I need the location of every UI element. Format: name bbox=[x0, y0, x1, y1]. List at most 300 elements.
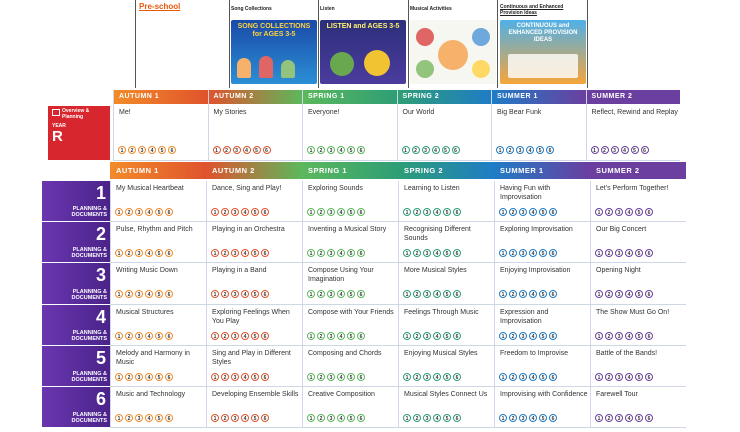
lesson-1-button[interactable]: 1 bbox=[115, 373, 123, 381]
lesson-5-button[interactable]: 5 bbox=[155, 290, 163, 298]
lesson-6-button[interactable]: 6 bbox=[357, 208, 365, 216]
lesson-3-button[interactable]: 3 bbox=[138, 146, 146, 154]
lesson-6-button[interactable]: 6 bbox=[165, 414, 173, 422]
unit-title[interactable]: Big Bear Funk bbox=[497, 109, 542, 116]
lesson-5-button[interactable]: 5 bbox=[251, 414, 259, 422]
musical-activities-cover[interactable] bbox=[410, 20, 496, 84]
lesson-4-button[interactable]: 4 bbox=[625, 373, 633, 381]
lesson-3-button[interactable]: 3 bbox=[327, 208, 335, 216]
lesson-3-button[interactable]: 3 bbox=[327, 373, 335, 381]
lesson-4-button[interactable]: 4 bbox=[241, 208, 249, 216]
lesson-3-button[interactable]: 3 bbox=[519, 208, 527, 216]
lesson-3-button[interactable]: 3 bbox=[519, 249, 527, 257]
lesson-4-button[interactable]: 4 bbox=[529, 332, 537, 340]
unit-title[interactable]: Everyone! bbox=[308, 109, 340, 116]
unit-title[interactable]: Developing Ensemble Skills bbox=[212, 391, 299, 398]
lesson-2-button[interactable]: 2 bbox=[125, 373, 133, 381]
lesson-5-button[interactable]: 5 bbox=[635, 290, 643, 298]
lesson-2-button[interactable]: 2 bbox=[605, 249, 613, 257]
year-4-badge[interactable] bbox=[42, 305, 110, 345]
lesson-3-button[interactable]: 3 bbox=[135, 332, 143, 340]
lesson-1-button[interactable]: 1 bbox=[595, 414, 603, 422]
unit-title[interactable]: Sing and Play in Different Styles bbox=[212, 349, 291, 366]
lesson-1-button[interactable]: 1 bbox=[115, 332, 123, 340]
lesson-5-button[interactable]: 5 bbox=[539, 290, 547, 298]
lesson-2-button[interactable]: 2 bbox=[125, 332, 133, 340]
lesson-3-button[interactable]: 3 bbox=[423, 332, 431, 340]
lesson-2-button[interactable]: 2 bbox=[221, 290, 229, 298]
lesson-2-button[interactable]: 2 bbox=[506, 146, 514, 154]
lesson-4-button[interactable]: 4 bbox=[145, 414, 153, 422]
lesson-3-button[interactable]: 3 bbox=[423, 373, 431, 381]
lesson-3-button[interactable]: 3 bbox=[231, 290, 239, 298]
lesson-6-button[interactable]: 6 bbox=[641, 146, 649, 154]
lesson-5-button[interactable]: 5 bbox=[251, 208, 259, 216]
lesson-1-button[interactable]: 1 bbox=[403, 414, 411, 422]
lesson-2-button[interactable]: 2 bbox=[125, 290, 133, 298]
lesson-5-button[interactable]: 5 bbox=[635, 332, 643, 340]
lesson-6-button[interactable]: 6 bbox=[453, 208, 461, 216]
lesson-5-button[interactable]: 5 bbox=[443, 249, 451, 257]
lesson-1-button[interactable]: 1 bbox=[115, 208, 123, 216]
lesson-3-button[interactable]: 3 bbox=[231, 373, 239, 381]
lesson-3-button[interactable]: 3 bbox=[423, 414, 431, 422]
lesson-1-button[interactable]: 1 bbox=[307, 373, 315, 381]
lesson-3-button[interactable]: 3 bbox=[615, 332, 623, 340]
overview-label[interactable]: Overview & Planning bbox=[62, 108, 90, 120]
lesson-5-button[interactable]: 5 bbox=[155, 332, 163, 340]
lesson-6-button[interactable]: 6 bbox=[357, 373, 365, 381]
preschool-link[interactable]: Pre-school bbox=[139, 2, 181, 11]
lesson-2-button[interactable]: 2 bbox=[509, 208, 517, 216]
lesson-1-button[interactable]: 1 bbox=[403, 332, 411, 340]
unit-title[interactable]: Opening Night bbox=[596, 267, 641, 275]
lesson-2-button[interactable]: 2 bbox=[605, 332, 613, 340]
lesson-6-button[interactable]: 6 bbox=[452, 146, 460, 154]
lesson-1-button[interactable]: 1 bbox=[499, 290, 507, 298]
lesson-3-button[interactable]: 3 bbox=[231, 414, 239, 422]
lesson-2-button[interactable]: 2 bbox=[317, 249, 325, 257]
lesson-3-button[interactable]: 3 bbox=[233, 146, 241, 154]
lesson-1-button[interactable]: 1 bbox=[211, 208, 219, 216]
lesson-6-button[interactable]: 6 bbox=[645, 208, 653, 216]
lesson-6-button[interactable]: 6 bbox=[453, 332, 461, 340]
unit-title[interactable]: Recognising Different Sounds bbox=[404, 226, 471, 243]
listen-cover[interactable] bbox=[320, 20, 406, 84]
lesson-3-button[interactable]: 3 bbox=[422, 146, 430, 154]
lesson-4-button[interactable]: 4 bbox=[337, 290, 345, 298]
lesson-4-button[interactable]: 4 bbox=[337, 373, 345, 381]
unit-title[interactable]: Compose Using Your Imagination bbox=[308, 267, 374, 284]
lesson-1-button[interactable]: 1 bbox=[595, 373, 603, 381]
resource-musical-activities[interactable] bbox=[410, 0, 496, 86]
resource-listen[interactable] bbox=[320, 0, 406, 86]
lesson-2-button[interactable]: 2 bbox=[125, 249, 133, 257]
lesson-2-button[interactable]: 2 bbox=[221, 373, 229, 381]
lesson-6-button[interactable]: 6 bbox=[453, 290, 461, 298]
lesson-1-button[interactable]: 1 bbox=[307, 146, 315, 154]
lesson-5-button[interactable]: 5 bbox=[539, 249, 547, 257]
lesson-4-button[interactable]: 4 bbox=[529, 208, 537, 216]
lesson-4-button[interactable]: 4 bbox=[433, 332, 441, 340]
unit-title[interactable]: Exploring Feelings When You Play bbox=[212, 308, 290, 325]
lesson-4-button[interactable]: 4 bbox=[529, 414, 537, 422]
unit-title[interactable]: Improvising with Confidence bbox=[500, 391, 588, 398]
lesson-3-button[interactable]: 3 bbox=[327, 332, 335, 340]
unit-title[interactable]: More Musical Styles bbox=[404, 267, 467, 275]
lesson-5-button[interactable]: 5 bbox=[155, 208, 163, 216]
year-5-badge[interactable] bbox=[42, 346, 110, 386]
lesson-6-button[interactable]: 6 bbox=[645, 249, 653, 257]
lesson-3-button[interactable]: 3 bbox=[231, 208, 239, 216]
song-collections-cover[interactable] bbox=[231, 20, 317, 84]
lesson-3-button[interactable]: 3 bbox=[423, 249, 431, 257]
unit-title[interactable]: The Show Must Go On! bbox=[596, 308, 670, 316]
lesson-2-button[interactable]: 2 bbox=[317, 290, 325, 298]
lesson-4-button[interactable]: 4 bbox=[145, 208, 153, 216]
planning-documents-link[interactable]: PLANNING & DOCUMENTS bbox=[71, 329, 107, 342]
lesson-5-button[interactable]: 5 bbox=[442, 146, 450, 154]
lesson-2-button[interactable]: 2 bbox=[601, 146, 609, 154]
lesson-5-button[interactable]: 5 bbox=[253, 146, 261, 154]
lesson-1-button[interactable]: 1 bbox=[591, 146, 599, 154]
year-3-badge[interactable] bbox=[42, 263, 110, 303]
lesson-6-button[interactable]: 6 bbox=[453, 249, 461, 257]
lesson-3-button[interactable]: 3 bbox=[135, 249, 143, 257]
unit-title[interactable]: Composing and Chords bbox=[308, 349, 382, 357]
lesson-4-button[interactable]: 4 bbox=[145, 249, 153, 257]
lesson-2-button[interactable]: 2 bbox=[412, 146, 420, 154]
lesson-4-button[interactable]: 4 bbox=[625, 249, 633, 257]
lesson-4-button[interactable]: 4 bbox=[241, 373, 249, 381]
lesson-3-button[interactable]: 3 bbox=[615, 373, 623, 381]
lesson-2-button[interactable]: 2 bbox=[221, 332, 229, 340]
lesson-4-button[interactable]: 4 bbox=[625, 414, 633, 422]
lesson-1-button[interactable]: 1 bbox=[595, 290, 603, 298]
lesson-4-button[interactable]: 4 bbox=[529, 290, 537, 298]
unit-title[interactable]: Musical Structures bbox=[116, 308, 174, 316]
lesson-5-button[interactable]: 5 bbox=[635, 249, 643, 257]
lesson-5-button[interactable]: 5 bbox=[443, 414, 451, 422]
lesson-1-button[interactable]: 1 bbox=[595, 332, 603, 340]
resource-song-collections[interactable] bbox=[231, 0, 317, 86]
unit-title[interactable]: Reflect, Rewind and Replay bbox=[591, 109, 678, 116]
lesson-5-button[interactable]: 5 bbox=[155, 373, 163, 381]
lesson-6-button[interactable]: 6 bbox=[165, 249, 173, 257]
unit-title[interactable]: Dance, Sing and Play! bbox=[212, 185, 282, 192]
lesson-5-button[interactable]: 5 bbox=[635, 414, 643, 422]
lesson-3-button[interactable]: 3 bbox=[423, 290, 431, 298]
unit-title[interactable]: Farewell Tour bbox=[596, 391, 638, 398]
lesson-6-button[interactable]: 6 bbox=[645, 414, 653, 422]
lesson-5-button[interactable]: 5 bbox=[347, 373, 355, 381]
lesson-4-button[interactable]: 4 bbox=[433, 290, 441, 298]
lesson-1-button[interactable]: 1 bbox=[499, 249, 507, 257]
lesson-3-button[interactable]: 3 bbox=[519, 290, 527, 298]
lesson-1-button[interactable]: 1 bbox=[499, 208, 507, 216]
unit-title[interactable]: Inventing a Musical Story bbox=[308, 226, 387, 234]
lesson-6-button[interactable]: 6 bbox=[357, 249, 365, 257]
lesson-4-button[interactable]: 4 bbox=[529, 249, 537, 257]
lesson-6-button[interactable]: 6 bbox=[261, 208, 269, 216]
unit-title[interactable]: Enjoying Musical Styles bbox=[404, 349, 478, 357]
unit-title[interactable]: Our World bbox=[402, 109, 435, 116]
lesson-5-button[interactable]: 5 bbox=[443, 332, 451, 340]
unit-title[interactable]: Pulse, Rhythm and Pitch bbox=[116, 226, 193, 234]
unit-title[interactable]: Having Fun with Improvisation bbox=[500, 185, 551, 201]
lesson-6-button[interactable]: 6 bbox=[261, 249, 269, 257]
lesson-1-button[interactable]: 1 bbox=[115, 249, 123, 257]
provision-ideas-cover[interactable] bbox=[500, 20, 586, 84]
unit-title[interactable]: Me! bbox=[119, 109, 131, 116]
lesson-6-button[interactable]: 6 bbox=[645, 373, 653, 381]
lesson-3-button[interactable]: 3 bbox=[519, 373, 527, 381]
lesson-3-button[interactable]: 3 bbox=[135, 373, 143, 381]
lesson-5-button[interactable]: 5 bbox=[155, 249, 163, 257]
lesson-4-button[interactable]: 4 bbox=[433, 208, 441, 216]
lesson-3-button[interactable]: 3 bbox=[519, 414, 527, 422]
lesson-3-button[interactable]: 3 bbox=[516, 146, 524, 154]
unit-title[interactable]: Music and Technology bbox=[116, 391, 186, 398]
unit-title[interactable]: Creative Composition bbox=[308, 391, 375, 398]
lesson-2-button[interactable]: 2 bbox=[221, 249, 229, 257]
lesson-2-button[interactable]: 2 bbox=[509, 249, 517, 257]
lesson-1-button[interactable]: 1 bbox=[496, 146, 504, 154]
lesson-4-button[interactable]: 4 bbox=[526, 146, 534, 154]
unit-title[interactable]: My Musical Heartbeat bbox=[116, 185, 184, 192]
lesson-6-button[interactable]: 6 bbox=[453, 373, 461, 381]
lesson-4-button[interactable]: 4 bbox=[433, 414, 441, 422]
lesson-5-button[interactable]: 5 bbox=[347, 208, 355, 216]
lesson-4-button[interactable]: 4 bbox=[337, 332, 345, 340]
lesson-2-button[interactable]: 2 bbox=[413, 332, 421, 340]
lesson-1-button[interactable]: 1 bbox=[403, 208, 411, 216]
lesson-1-button[interactable]: 1 bbox=[307, 208, 315, 216]
lesson-5-button[interactable]: 5 bbox=[347, 290, 355, 298]
lesson-6-button[interactable]: 6 bbox=[645, 290, 653, 298]
lesson-6-button[interactable]: 6 bbox=[549, 414, 557, 422]
lesson-5-button[interactable]: 5 bbox=[536, 146, 544, 154]
lesson-5-button[interactable]: 5 bbox=[443, 373, 451, 381]
lesson-2-button[interactable]: 2 bbox=[317, 146, 325, 154]
lesson-3-button[interactable]: 3 bbox=[615, 208, 623, 216]
lesson-6-button[interactable]: 6 bbox=[357, 332, 365, 340]
lesson-5-button[interactable]: 5 bbox=[251, 290, 259, 298]
lesson-4-button[interactable]: 4 bbox=[433, 373, 441, 381]
lesson-3-button[interactable]: 3 bbox=[615, 290, 623, 298]
lesson-6-button[interactable]: 6 bbox=[165, 373, 173, 381]
lesson-6-button[interactable]: 6 bbox=[357, 290, 365, 298]
lesson-2-button[interactable]: 2 bbox=[317, 414, 325, 422]
lesson-3-button[interactable]: 3 bbox=[327, 146, 335, 154]
lesson-1-button[interactable]: 1 bbox=[403, 290, 411, 298]
lesson-2-button[interactable]: 2 bbox=[605, 414, 613, 422]
unit-title[interactable]: Enjoying Improvisation bbox=[500, 267, 571, 275]
unit-title[interactable]: Playing in a Band bbox=[212, 267, 267, 275]
lesson-1-button[interactable]: 1 bbox=[403, 373, 411, 381]
planning-documents-link[interactable]: PLANNING & DOCUMENTS bbox=[71, 412, 107, 425]
lesson-1-button[interactable]: 1 bbox=[499, 414, 507, 422]
lesson-1-button[interactable]: 1 bbox=[211, 290, 219, 298]
lesson-6-button[interactable]: 6 bbox=[261, 332, 269, 340]
lesson-1-button[interactable]: 1 bbox=[211, 373, 219, 381]
lesson-6-button[interactable]: 6 bbox=[261, 290, 269, 298]
lesson-6-button[interactable]: 6 bbox=[165, 290, 173, 298]
unit-title[interactable]: Battle of the Bands! bbox=[596, 349, 658, 357]
planning-documents-link[interactable]: PLANNING & DOCUMENTS bbox=[71, 247, 107, 260]
lesson-1-button[interactable]: 1 bbox=[595, 249, 603, 257]
lesson-4-button[interactable]: 4 bbox=[432, 146, 440, 154]
lesson-1-button[interactable]: 1 bbox=[307, 290, 315, 298]
planning-documents-link[interactable]: PLANNING & DOCUMENTS bbox=[71, 206, 107, 219]
lesson-5-button[interactable]: 5 bbox=[347, 414, 355, 422]
lesson-5-button[interactable]: 5 bbox=[539, 208, 547, 216]
lesson-6-button[interactable]: 6 bbox=[168, 146, 176, 154]
lesson-3-button[interactable]: 3 bbox=[615, 414, 623, 422]
lesson-3-button[interactable]: 3 bbox=[135, 290, 143, 298]
lesson-6-button[interactable]: 6 bbox=[546, 146, 554, 154]
planning-documents-link[interactable]: PLANNING & DOCUMENTS bbox=[71, 288, 107, 301]
lesson-3-button[interactable]: 3 bbox=[231, 249, 239, 257]
lesson-5-button[interactable]: 5 bbox=[539, 373, 547, 381]
unit-title[interactable]: Feelings Through Music bbox=[404, 308, 479, 316]
lesson-3-button[interactable]: 3 bbox=[423, 208, 431, 216]
lesson-3-button[interactable]: 3 bbox=[615, 249, 623, 257]
lesson-5-button[interactable]: 5 bbox=[539, 332, 547, 340]
lesson-4-button[interactable]: 4 bbox=[241, 414, 249, 422]
year-2-badge[interactable] bbox=[42, 222, 110, 262]
lesson-5-button[interactable]: 5 bbox=[251, 373, 259, 381]
lesson-4-button[interactable]: 4 bbox=[621, 146, 629, 154]
lesson-4-button[interactable]: 4 bbox=[433, 249, 441, 257]
lesson-2-button[interactable]: 2 bbox=[317, 373, 325, 381]
unit-title[interactable]: Playing in an Orchestra bbox=[212, 226, 285, 234]
lesson-1-button[interactable]: 1 bbox=[115, 414, 123, 422]
lesson-6-button[interactable]: 6 bbox=[453, 414, 461, 422]
resource-provision-ideas[interactable] bbox=[500, 0, 586, 86]
lesson-5-button[interactable]: 5 bbox=[443, 290, 451, 298]
lesson-4-button[interactable]: 4 bbox=[625, 290, 633, 298]
lesson-1-button[interactable]: 1 bbox=[118, 146, 126, 154]
lesson-1-button[interactable]: 1 bbox=[213, 146, 221, 154]
lesson-6-button[interactable]: 6 bbox=[645, 332, 653, 340]
lesson-5-button[interactable]: 5 bbox=[631, 146, 639, 154]
lesson-6-button[interactable]: 6 bbox=[261, 373, 269, 381]
unit-title[interactable]: Exploring Improvisation bbox=[500, 226, 573, 234]
lesson-5-button[interactable]: 5 bbox=[635, 373, 643, 381]
unit-title[interactable]: Musical Styles Connect Us bbox=[404, 391, 488, 398]
resource-title[interactable]: Continuous and Enhanced Provision Ideas bbox=[500, 4, 564, 16]
lesson-4-button[interactable]: 4 bbox=[337, 146, 345, 154]
lesson-2-button[interactable]: 2 bbox=[413, 249, 421, 257]
lesson-1-button[interactable]: 1 bbox=[307, 332, 315, 340]
lesson-1-button[interactable]: 1 bbox=[211, 332, 219, 340]
lesson-5-button[interactable]: 5 bbox=[443, 208, 451, 216]
unit-title[interactable]: Melody and Harmony in Music bbox=[116, 349, 190, 366]
lesson-5-button[interactable]: 5 bbox=[347, 249, 355, 257]
lesson-2-button[interactable]: 2 bbox=[125, 208, 133, 216]
lesson-4-button[interactable]: 4 bbox=[337, 414, 345, 422]
lesson-3-button[interactable]: 3 bbox=[231, 332, 239, 340]
lesson-5-button[interactable]: 5 bbox=[155, 414, 163, 422]
lesson-6-button[interactable]: 6 bbox=[549, 249, 557, 257]
unit-title[interactable]: Expression and Improvisation bbox=[500, 308, 549, 325]
lesson-2-button[interactable]: 2 bbox=[317, 332, 325, 340]
lesson-4-button[interactable]: 4 bbox=[529, 373, 537, 381]
lesson-4-button[interactable]: 4 bbox=[145, 332, 153, 340]
lesson-2-button[interactable]: 2 bbox=[605, 208, 613, 216]
unit-title[interactable]: Our Big Concert bbox=[596, 226, 647, 234]
lesson-2-button[interactable]: 2 bbox=[413, 414, 421, 422]
lesson-1-button[interactable]: 1 bbox=[403, 249, 411, 257]
lesson-2-button[interactable]: 2 bbox=[221, 414, 229, 422]
lesson-6-button[interactable]: 6 bbox=[357, 146, 365, 154]
lesson-4-button[interactable]: 4 bbox=[243, 146, 251, 154]
lesson-4-button[interactable]: 4 bbox=[625, 208, 633, 216]
lesson-3-button[interactable]: 3 bbox=[327, 249, 335, 257]
lesson-1-button[interactable]: 1 bbox=[499, 332, 507, 340]
lesson-2-button[interactable]: 2 bbox=[509, 373, 517, 381]
year-r-badge[interactable] bbox=[48, 106, 110, 160]
lesson-3-button[interactable]: 3 bbox=[611, 146, 619, 154]
lesson-4-button[interactable]: 4 bbox=[625, 332, 633, 340]
lesson-1-button[interactable]: 1 bbox=[499, 373, 507, 381]
unit-title[interactable]: My Stories bbox=[213, 109, 247, 116]
planning-documents-link[interactable]: PLANNING & DOCUMENTS bbox=[71, 370, 107, 383]
lesson-2-button[interactable]: 2 bbox=[413, 373, 421, 381]
lesson-4-button[interactable]: 4 bbox=[241, 332, 249, 340]
lesson-3-button[interactable]: 3 bbox=[327, 414, 335, 422]
lesson-6-button[interactable]: 6 bbox=[357, 414, 365, 422]
lesson-3-button[interactable]: 3 bbox=[135, 208, 143, 216]
lesson-2-button[interactable]: 2 bbox=[509, 290, 517, 298]
lesson-1-button[interactable]: 1 bbox=[211, 249, 219, 257]
unit-title[interactable]: Exploring Sounds bbox=[308, 185, 363, 192]
unit-title[interactable]: Let's Perform Together! bbox=[596, 185, 669, 192]
lesson-2-button[interactable]: 2 bbox=[125, 414, 133, 422]
lesson-4-button[interactable]: 4 bbox=[145, 373, 153, 381]
lesson-3-button[interactable]: 3 bbox=[135, 414, 143, 422]
lesson-2-button[interactable]: 2 bbox=[128, 146, 136, 154]
lesson-6-button[interactable]: 6 bbox=[549, 208, 557, 216]
unit-title[interactable]: Learning to Listen bbox=[404, 185, 460, 192]
lesson-2-button[interactable]: 2 bbox=[317, 208, 325, 216]
lesson-2-button[interactable]: 2 bbox=[221, 208, 229, 216]
unit-title[interactable]: Writing Music Down bbox=[116, 267, 178, 275]
lesson-5-button[interactable]: 5 bbox=[347, 332, 355, 340]
lesson-2-button[interactable]: 2 bbox=[413, 208, 421, 216]
lesson-6-button[interactable]: 6 bbox=[165, 208, 173, 216]
unit-title[interactable]: Compose with Your Friends bbox=[308, 308, 394, 316]
lesson-5-button[interactable]: 5 bbox=[539, 414, 547, 422]
lesson-2-button[interactable]: 2 bbox=[605, 290, 613, 298]
lesson-1-button[interactable]: 1 bbox=[115, 290, 123, 298]
lesson-2-button[interactable]: 2 bbox=[509, 414, 517, 422]
lesson-4-button[interactable]: 4 bbox=[241, 290, 249, 298]
lesson-3-button[interactable]: 3 bbox=[519, 332, 527, 340]
year-6-badge[interactable] bbox=[42, 387, 110, 427]
lesson-4-button[interactable]: 4 bbox=[241, 249, 249, 257]
lesson-1-button[interactable]: 1 bbox=[211, 414, 219, 422]
lesson-1-button[interactable]: 1 bbox=[595, 208, 603, 216]
year-1-badge[interactable] bbox=[42, 181, 110, 221]
lesson-2-button[interactable]: 2 bbox=[413, 290, 421, 298]
lesson-4-button[interactable]: 4 bbox=[148, 146, 156, 154]
lesson-6-button[interactable]: 6 bbox=[165, 332, 173, 340]
lesson-6-button[interactable]: 6 bbox=[263, 146, 271, 154]
lesson-5-button[interactable]: 5 bbox=[347, 146, 355, 154]
lesson-6-button[interactable]: 6 bbox=[549, 332, 557, 340]
